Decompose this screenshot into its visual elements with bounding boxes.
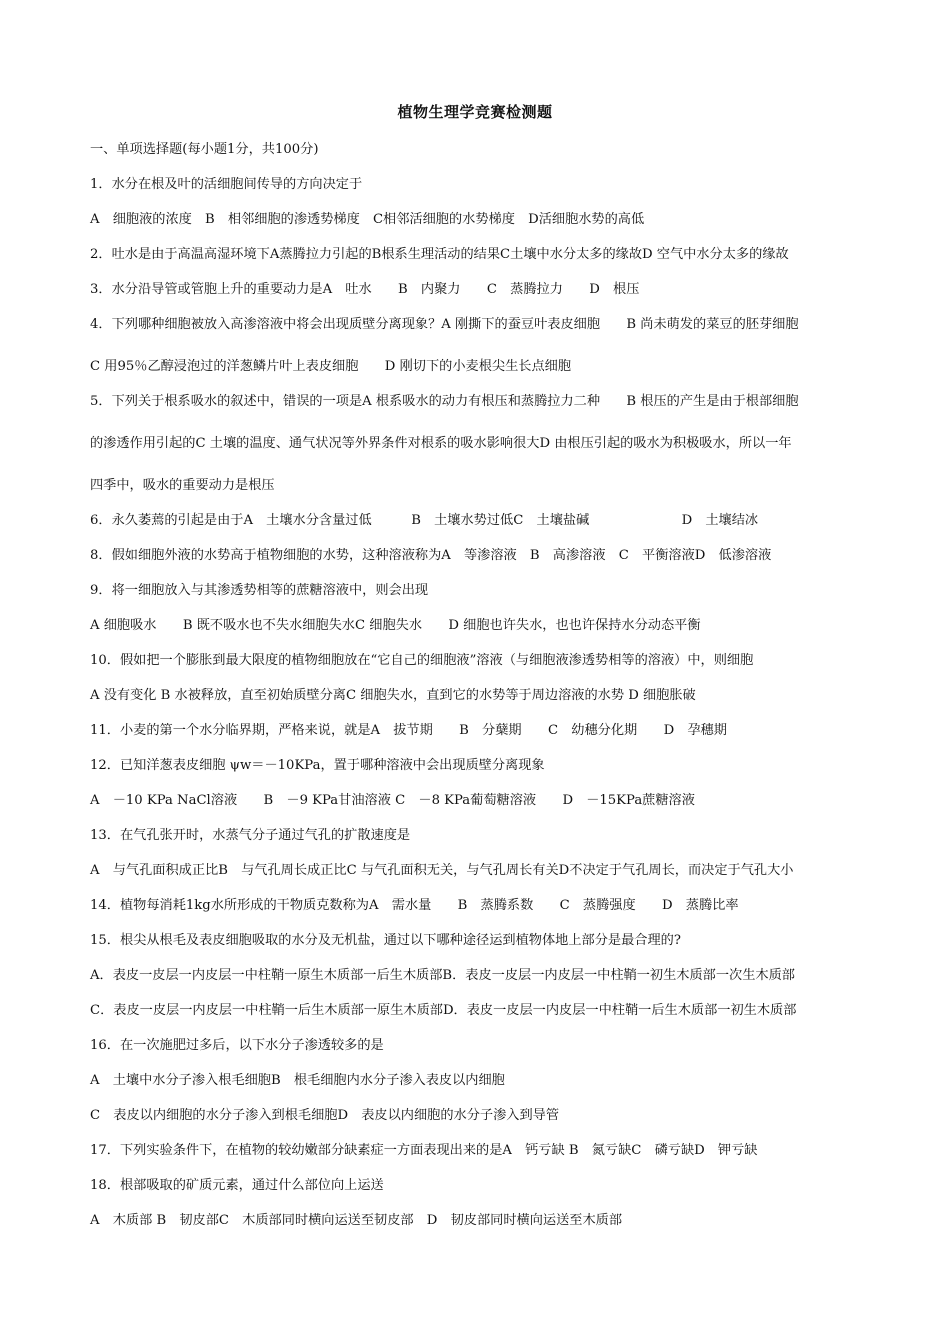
question-15: 15．根尖从根毛及表皮细胞吸取的水分及无机盐，通过以下哪种途径运到植物体地上部分是最合理的? xyxy=(90,933,681,948)
question-5-continued-2: 四季中，吸水的重要动力是根压 xyxy=(90,478,275,493)
question-18: 18．根部吸取的矿质元素，通过什么部位向上运送 xyxy=(90,1178,384,1193)
question-4-continued: C 用95％乙醇浸泡过的洋葱鳞片叶上表皮细胞 D 刚切下的小麦根尖生长点细胞 xyxy=(90,359,572,374)
question-9: 9．将一细胞放入与其渗透势相等的蔗糖溶液中，则会出现 xyxy=(90,583,429,598)
question-1-options: A 细胞液的浓度 B 相邻细胞的渗透势梯度 C相邻活细胞的水势梯度 D活细胞水势的高低 xyxy=(90,212,645,227)
question-1: 1．水分在根及叶的活细胞间传导的方向决定于 xyxy=(90,177,363,192)
question-5-continued: 的渗透作用引起的C 土壤的温度、通气状况等外界条件对根系的吸水影响很大D 由根压引起的吸水为积极吸水，所以一年 xyxy=(90,436,792,451)
question-14: 14．植物每消耗1kg水所形成的干物质克数称为A 需水量 B 蒸腾系数 C 蒸腾强度 D 蒸腾比率 xyxy=(90,898,739,913)
question-12-options: A －10 KPa NaCl溶液 B －9 KPa甘油溶液 C －8 KPa葡萄糖溶液 D －15KPa蔗糖溶液 xyxy=(90,793,695,808)
question-17: 17．下列实验条件下，在植物的较幼嫩部分缺素症一方面表现出来的是A 钙亏缺 B 氮亏缺C 磷亏缺D 钾亏缺 xyxy=(90,1143,758,1158)
question-13: 13．在气孔张开时，水蒸气分子通过气孔的扩散速度是 xyxy=(90,828,411,843)
question-5: 5．下列关于根系吸水的叙述中，错误的一项是A 根系吸水的动力有根压和蒸腾拉力二种 B 根压的产生是由于根部细胞 xyxy=(90,394,799,409)
question-3: 3．水分沿导管或管胞上升的重要动力是A 吐水 B 内聚力 C 蒸腾拉力 D 根压 xyxy=(90,282,640,297)
question-13-options: A 与气孔面积成正比B 与气孔周长成正比C 与气孔面积无关，与气孔周长有关D不决定于气孔周长，而决定于气孔大小 xyxy=(90,863,794,878)
question-2: 2．吐水是由于高温高湿环境下A蒸腾拉力引起的B根系生理活动的结果C土壤中水分太多的缘故D 空气中水分太多的缘故 xyxy=(90,247,789,262)
question-10: 10．假如把一个膨胀到最大限度的植物细胞放在“它自己的细胞液”溶液（与细胞液渗透势相等的溶液）中，则细胞 xyxy=(90,653,754,668)
question-11: 11．小麦的第一个水分临界期，严格来说，就是A 拔节期 B 分蘖期 C 幼穗分化期 D 孕穗期 xyxy=(90,723,727,738)
question-15-options-ab: A．表皮一皮层一内皮层一中柱鞘一原生木质部一后生木质部B．表皮一皮层一内皮层一中柱鞘一初生木质部一次生木质部 xyxy=(90,968,795,983)
question-8: 8．假如细胞外液的水势高于植物细胞的水势，这种溶液称为A 等渗溶液 B 高渗溶液 C 平衡溶液D 低渗溶液 xyxy=(90,548,772,563)
question-18-options: A 木质部 B 韧皮部C 木质部同时横向运送至韧皮部 D 韧皮部同时横向运送至木质部 xyxy=(90,1213,623,1228)
question-16-options-ab: A 土壤中水分子渗入根毛细胞B 根毛细胞内水分子渗入表皮以内细胞 xyxy=(90,1073,505,1088)
question-16: 16．在一次施肥过多后，以下水分子渗透较多的是 xyxy=(90,1038,384,1053)
question-12: 12．已知洋葱表皮细胞 ψw＝－10KPa，置于哪种溶液中会出现质壁分离现象 xyxy=(90,758,545,773)
section-heading: 一、单项选择题(每小题1分，共100分) xyxy=(90,142,319,157)
question-9-options: A 细胞吸水 B 既不吸水也不失水细胞失水C 细胞失水 D 细胞也许失水，也也许保持水分动态平衡 xyxy=(90,618,701,633)
question-6: 6．永久萎蔫的引起是由于A 土壤水分含量过低 B 土壤水势过低C 土壤盐碱 D 土壤结冰 xyxy=(90,513,759,528)
question-15-options-cd: C．表皮一皮层一内皮层一中柱鞘一后生木质部一原生木质部D．表皮一皮层一内皮层一中柱鞘一后生木质部一初生木质部 xyxy=(90,1003,797,1018)
question-16-options-cd: C 表皮以内细胞的水分子渗入到根毛细胞D 表皮以内细胞的水分子渗入到导管 xyxy=(90,1108,560,1123)
question-4: 4．下列哪种细胞被放入高渗溶液中将会出现质壁分离现象？A 刚撕下的蚕豆叶表皮细胞 B 尚未萌发的菜豆的胚芽细胞 xyxy=(90,317,799,332)
document-title: 植物生理学竞赛检测题 xyxy=(397,103,553,121)
question-10-options: A 没有变化 B 水被释放，直至初始质壁分离C 细胞失水，直到它的水势等于周边溶液的水势 D 细胞胀破 xyxy=(90,688,696,703)
